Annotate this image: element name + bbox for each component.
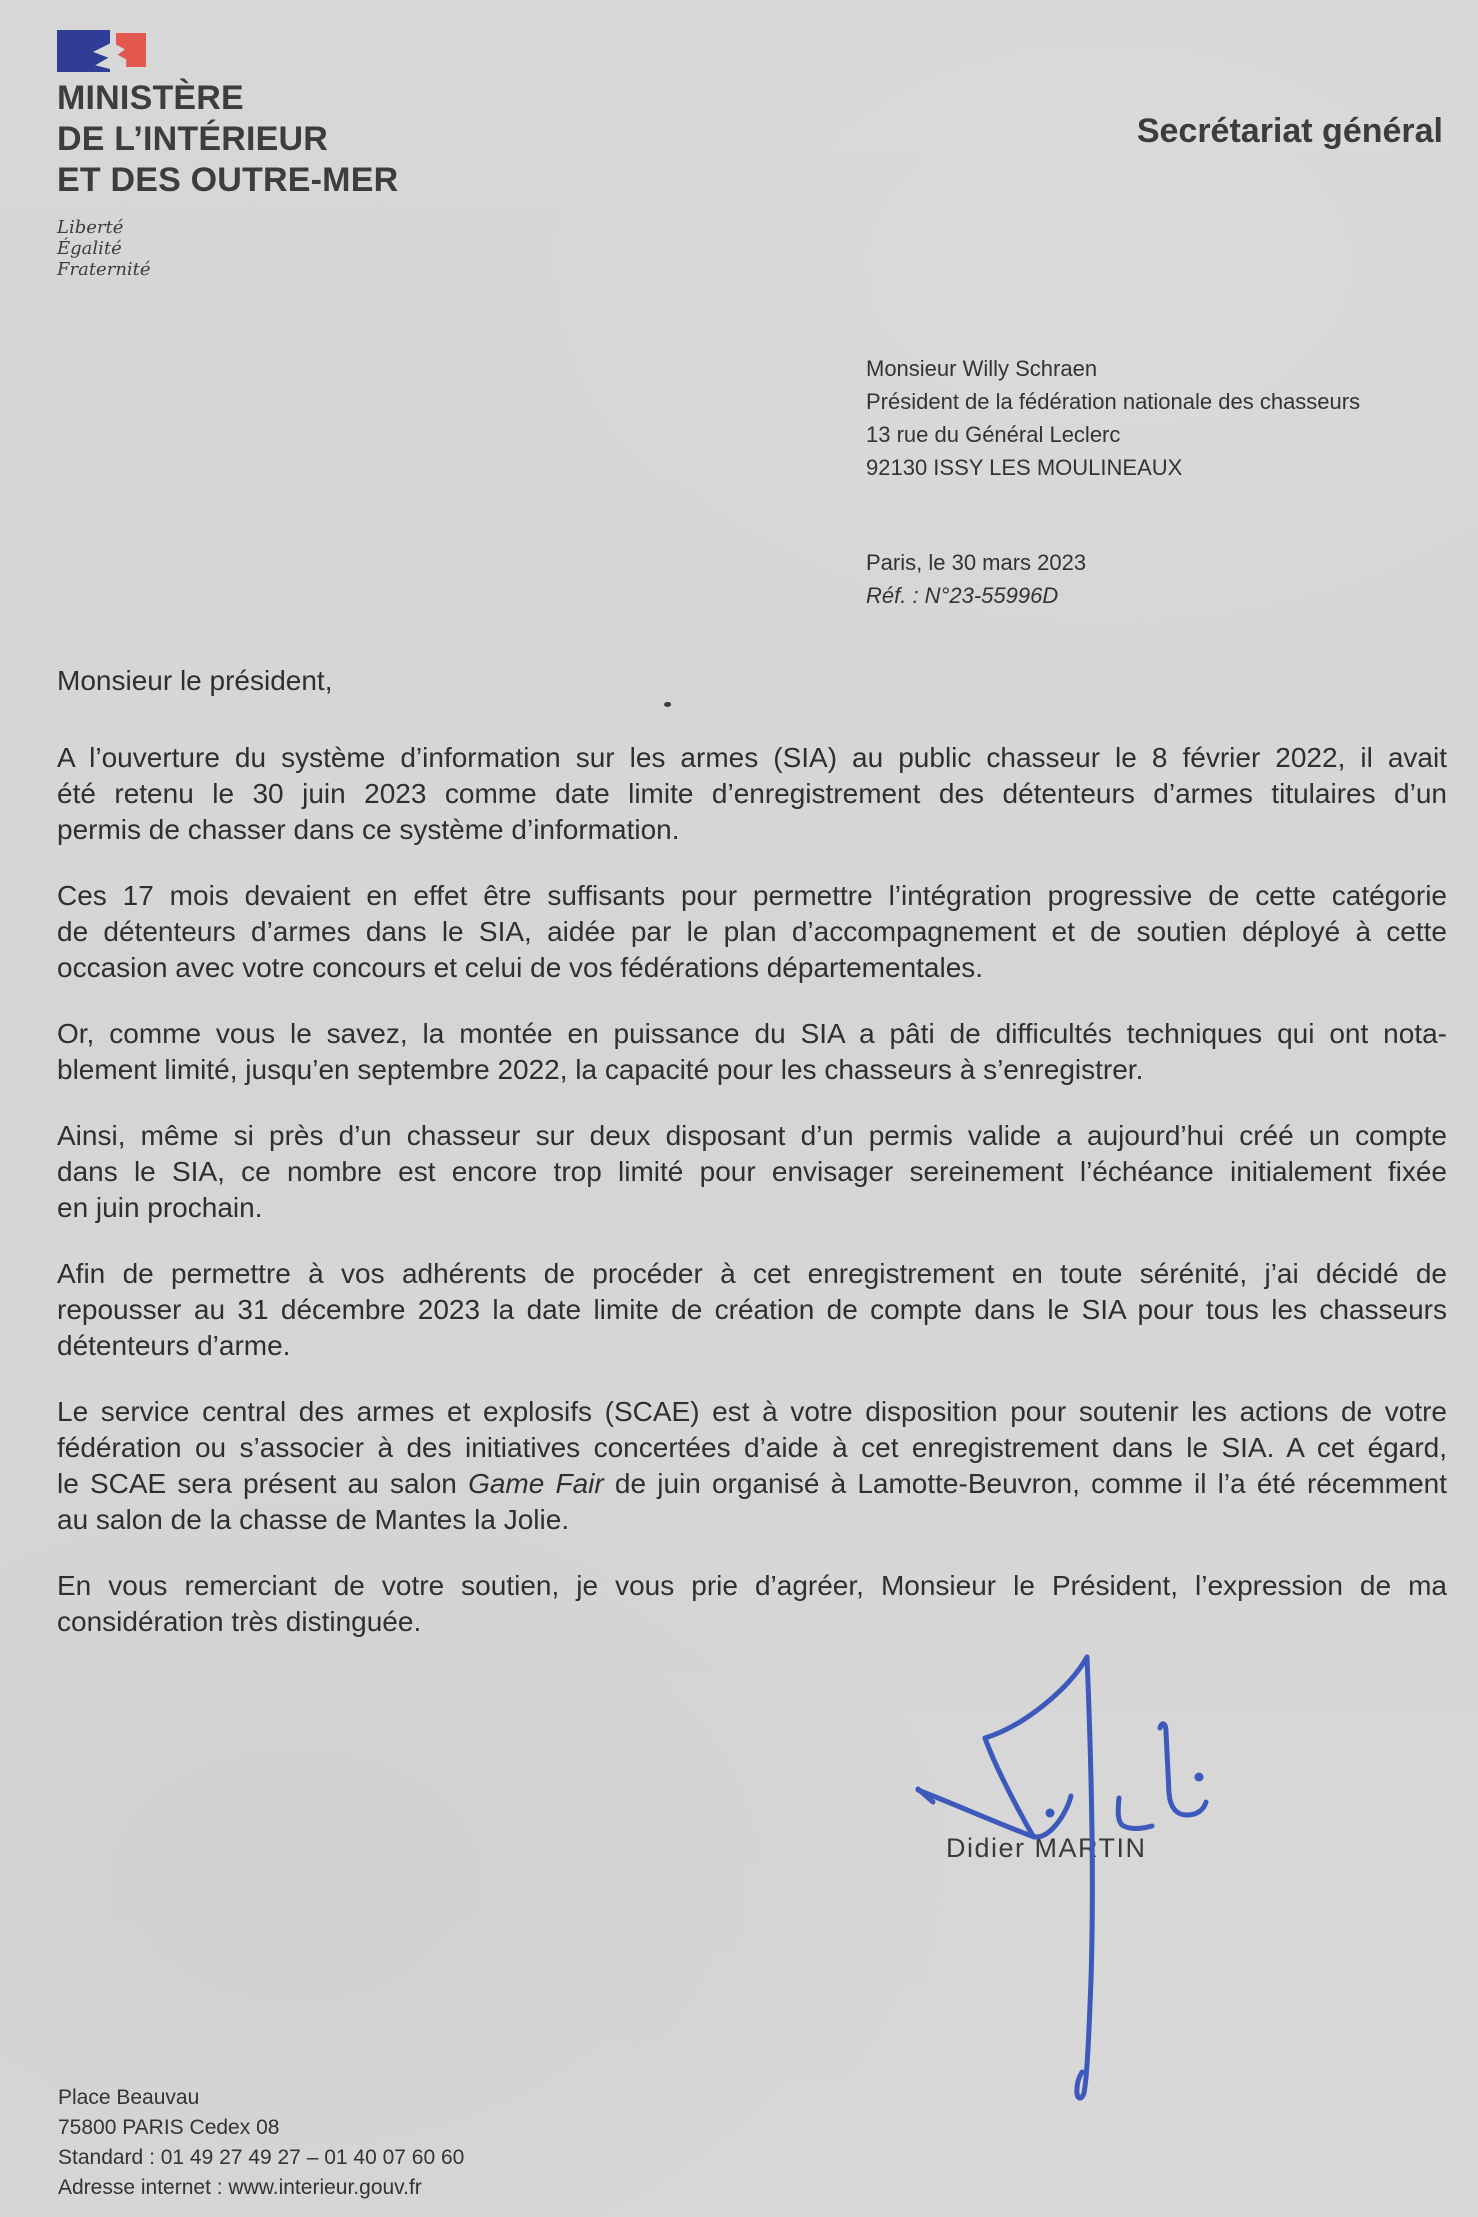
text-line: détenteurs d’arme. xyxy=(57,1330,291,1361)
text-line: été retenu le 30 juin 2023 comme date limite d’enregistrement des détenteurs d’armes titulaires d’un xyxy=(57,778,1447,809)
paragraph-4 xyxy=(57,1118,1447,1226)
recipient-line: Président de la fédération nationale des chasseurs xyxy=(866,389,1361,414)
text-line xyxy=(57,1466,1447,1502)
footer-line: 75800 PARIS Cedex 08 xyxy=(58,2116,280,2139)
ministry-line: ET DES OUTRE-MER xyxy=(57,161,399,199)
text-segment: de juin organisé à Lamotte-Beuvron, comme il l’a été récemment xyxy=(603,1468,1447,1499)
text-line: Afin de permettre à vos adhérents de procéder à cet enregistrement en toute sérénité, j’ai décidé de xyxy=(57,1258,1447,1289)
text-line: en juin prochain. xyxy=(57,1192,263,1223)
recipient-line: 92130 ISSY LES MOULINEAUX xyxy=(866,455,1183,480)
gov-logo xyxy=(57,30,398,280)
text-segment: le SCAE sera présent au salon xyxy=(57,1468,469,1499)
flag-blue-block xyxy=(57,30,110,72)
signature-dot-left xyxy=(1046,1809,1055,1818)
paragraph-1 xyxy=(57,740,1447,848)
ministry-name xyxy=(57,78,398,201)
text-line: de détenteurs d’armes dans le SIA, aidée par le plan d’accompagnement et de soutien déployé à cette xyxy=(57,916,1447,947)
republic-motto xyxy=(57,217,398,280)
signature-arrow-stroke xyxy=(918,1790,1034,1837)
paragraph-3 xyxy=(57,1016,1447,1088)
signature-hypotenuse xyxy=(985,1657,1087,1738)
signature-small-l xyxy=(1118,1798,1152,1829)
paragraph-6 xyxy=(57,1394,1447,1538)
signature-main-stroke xyxy=(1077,1657,1092,2098)
flag-red-block xyxy=(116,33,146,67)
paragraph-5 xyxy=(57,1256,1447,1364)
text-line: au salon de la chasse de Mantes la Jolie. xyxy=(57,1504,570,1535)
paragraph-2 xyxy=(57,878,1447,986)
signer-name: Didier MARTIN xyxy=(946,1833,1147,1863)
department-title: Secrétariat général xyxy=(1136,112,1443,150)
signature-dot-right xyxy=(1195,1773,1204,1782)
letter-body xyxy=(57,663,1447,1670)
recipient-address xyxy=(866,352,1360,484)
ministry-line: DE L’INTÉRIEUR xyxy=(57,120,329,158)
text-line: fédération ou s’associer à des initiatives concertées d’aide à cet enregistrement dans le SIA. A cet égard, xyxy=(57,1432,1447,1463)
recipient-line: 13 rue du Général Leclerc xyxy=(866,422,1121,447)
date-reference-block xyxy=(866,546,1086,612)
letterhead-footer xyxy=(58,2083,464,2203)
closing-paragraph xyxy=(57,1568,1447,1640)
footer-line: Place Beauvau xyxy=(58,2086,200,2109)
salutation: Monsieur le président, xyxy=(57,665,333,696)
text-line: repousser au 31 décembre 2023 la date limite de création de compte dans le SIA pour tous les chasseurs xyxy=(57,1294,1447,1325)
motto-line: Liberté xyxy=(57,217,124,238)
text-line: dans le SIA, ce nombre est encore trop limité pour envisager sereinement l’échéance initialement fixée xyxy=(57,1156,1447,1187)
text-line: considération très distinguée. xyxy=(57,1606,422,1637)
text-line: Ainsi, même si près d’un chasseur sur deux disposant d’un permis valide a aujourd’hui créé un compte xyxy=(57,1120,1447,1151)
signature-big-l xyxy=(1160,1724,1206,1815)
text-line: permis de chasser dans ce système d’information. xyxy=(57,814,680,845)
reference-line: Réf. : N°23-55996D xyxy=(866,583,1059,608)
italic-segment: Game Fair xyxy=(468,1468,604,1499)
footer-line: Standard : 01 49 27 49 27 – 01 40 07 60 60 xyxy=(58,2146,465,2169)
text-line: Le service central des armes et explosifs (SCAE) est à votre disposition pour soutenir les actions de votre xyxy=(57,1396,1447,1427)
signature-ink xyxy=(872,1645,1242,2125)
text-line: Or, comme vous le savez, la montée en puissance du SIA a pâti de difficultés techniques qui ont nota- xyxy=(57,1018,1447,1049)
text-line: A l’ouverture du système d’information sur les armes (SIA) au public chasseur le 8 février 2022, il avait xyxy=(57,742,1447,773)
text-line: En vous remerciant de votre soutien, je vous prie d’agréer, Monsieur le Président, l’expression de ma xyxy=(57,1570,1447,1601)
footer-line: Adresse internet : www.interieur.gouv.fr xyxy=(58,2176,422,2199)
motto-line: Fraternité xyxy=(57,259,151,280)
text-line: Ces 17 mois devaient en effet être suffisants pour permettre l’intégration progressive de cette catégorie xyxy=(57,880,1447,911)
text-line: blement limité, jusqu’en septembre 2022, la capacité pour les chasseurs à s’enregistrer. xyxy=(57,1054,1144,1085)
recipient-line: Monsieur Willy Schraen xyxy=(866,356,1098,381)
ministry-line: MINISTÈRE xyxy=(57,79,244,117)
text-line: occasion avec votre concours et celui de vos fédérations départementales. xyxy=(57,952,984,983)
motto-line: Égalité xyxy=(57,238,122,259)
french-flag-icon xyxy=(57,30,398,72)
date-line: Paris, le 30 mars 2023 xyxy=(866,550,1087,575)
